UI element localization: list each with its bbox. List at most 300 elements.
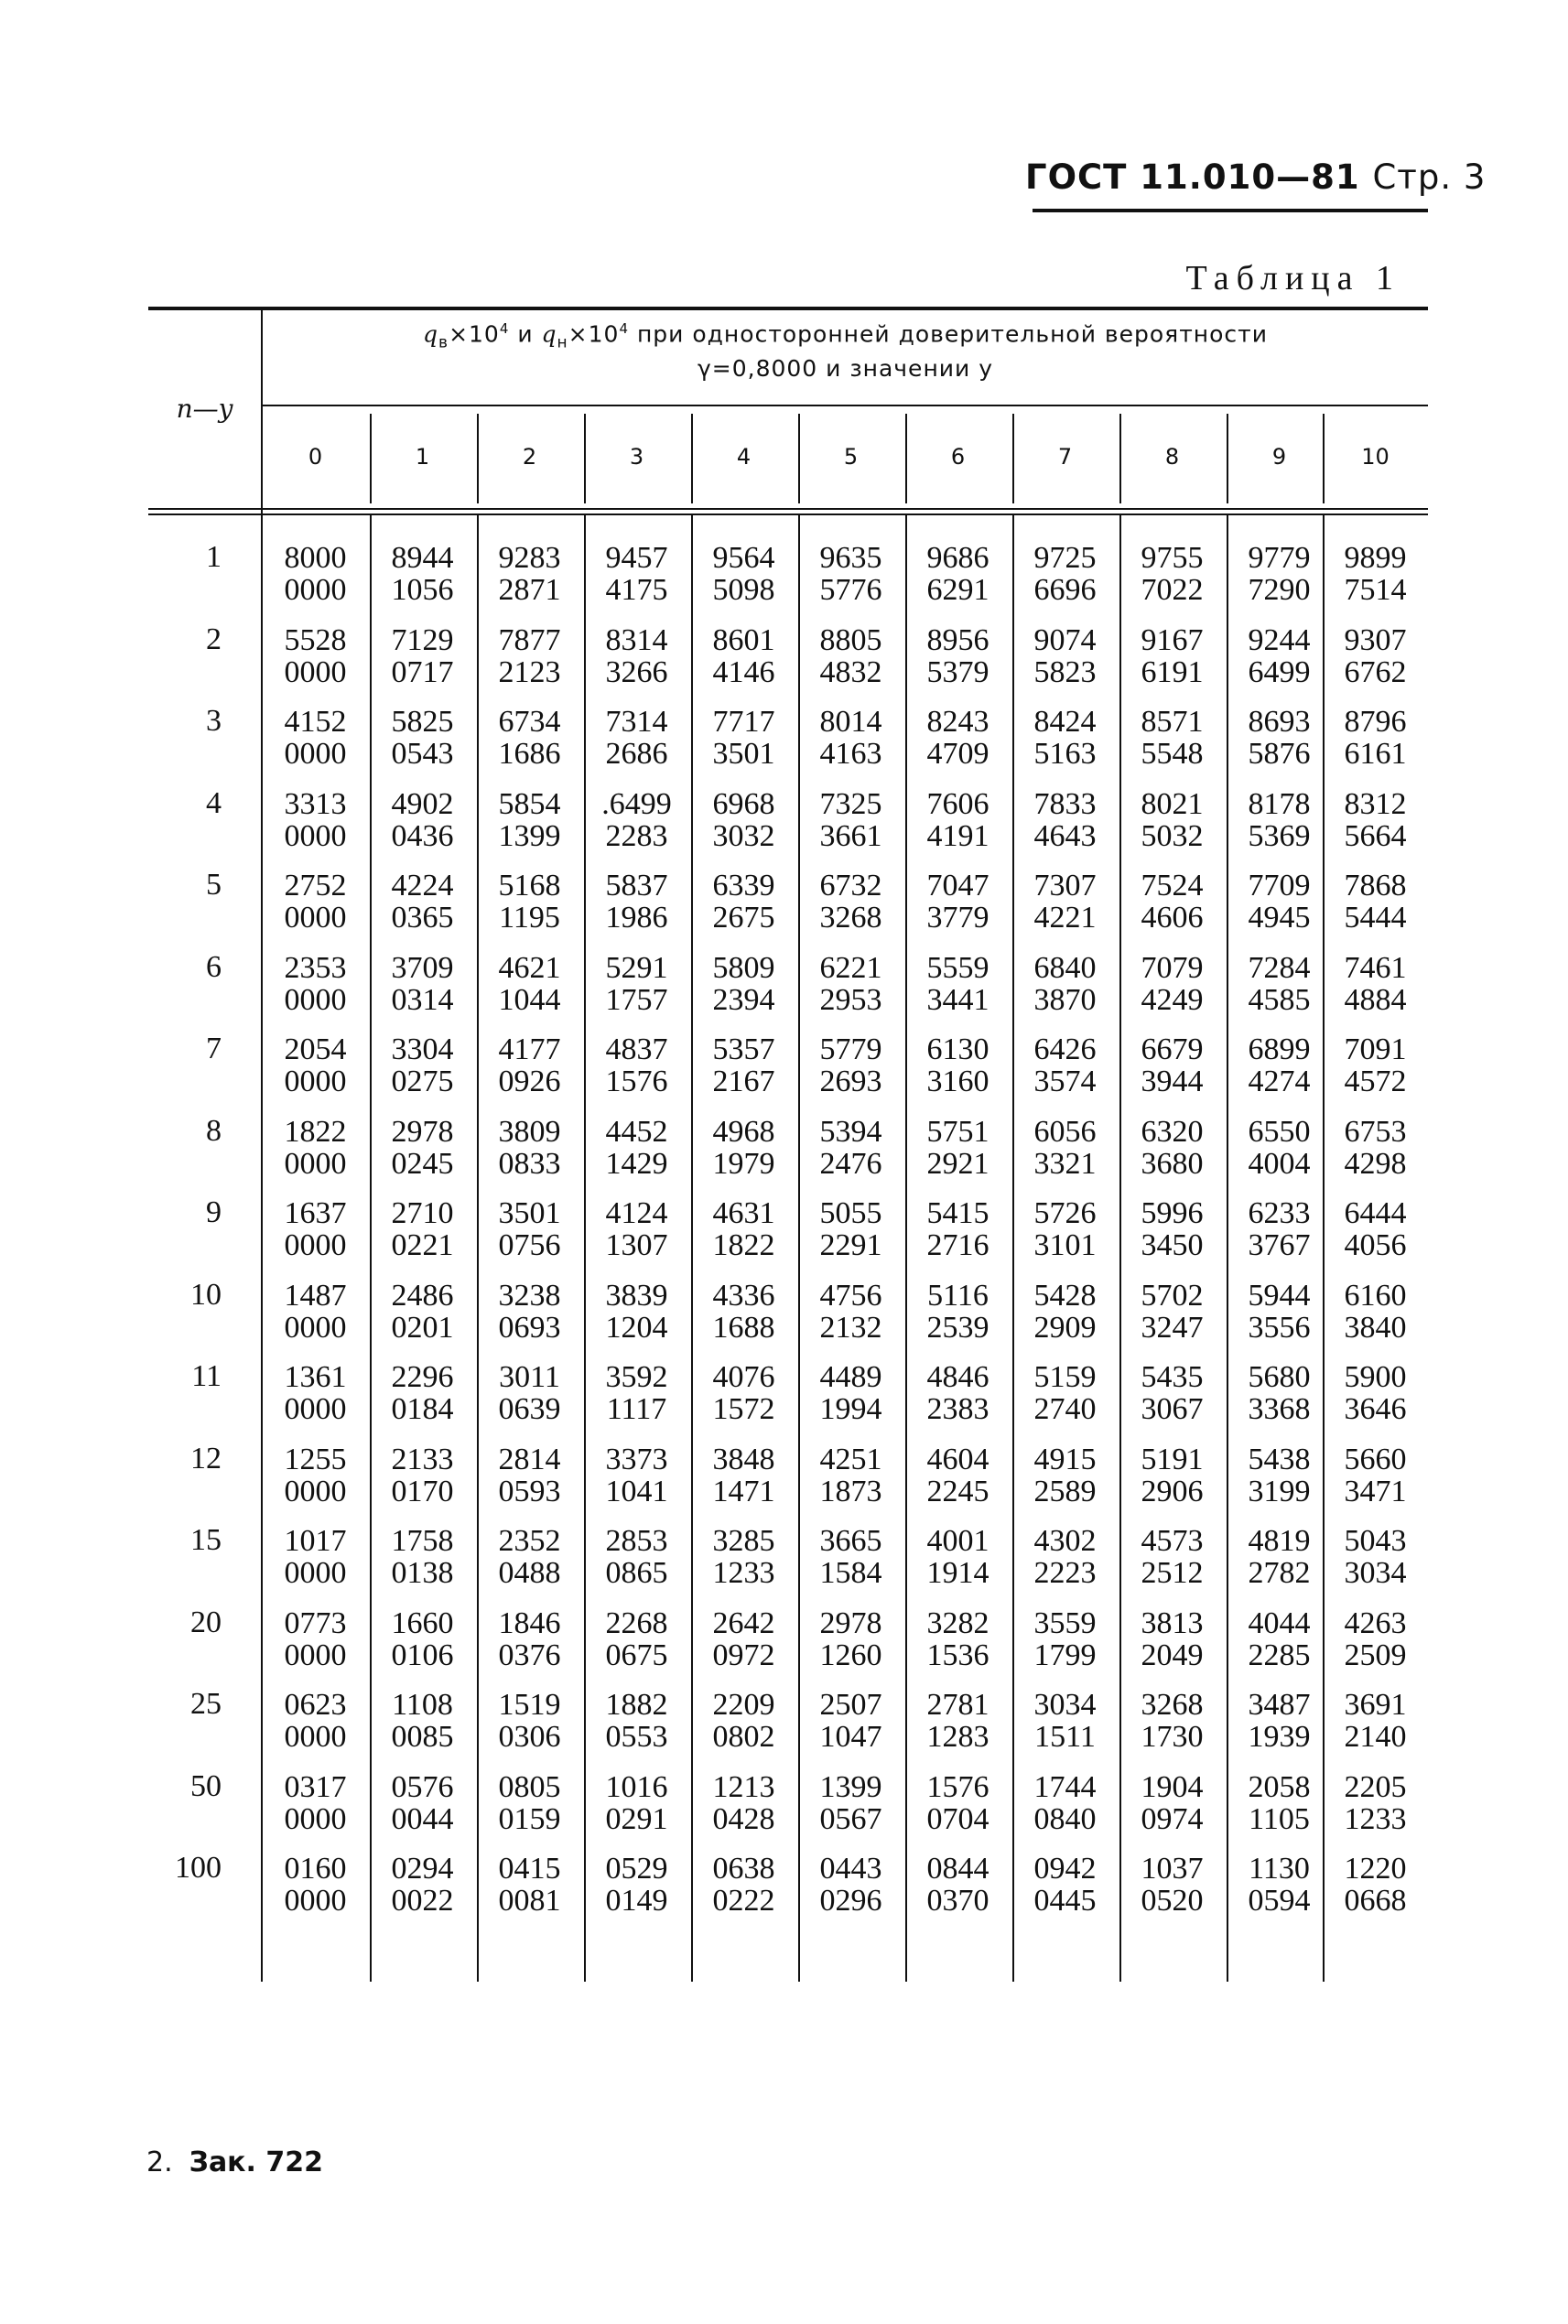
cell-upper: 3709 (391, 951, 454, 985)
cell-upper: 2209 (712, 1688, 775, 1722)
cell-upper: 4621 (498, 951, 561, 985)
cell-lower: 0436 (391, 819, 454, 853)
cell-upper: 8312 (1344, 787, 1407, 821)
cell-lower: 2123 (498, 655, 561, 689)
cell-lower: 4643 (1033, 819, 1097, 853)
cell-lower: 0428 (712, 1802, 775, 1836)
cell-upper: 3487 (1248, 1688, 1311, 1722)
cell-upper: 5291 (605, 951, 668, 985)
cell-upper: 5168 (498, 869, 561, 903)
cell-upper: 5726 (1033, 1196, 1097, 1230)
cell-upper: 2978 (819, 1606, 882, 1640)
cell-lower: 1233 (1344, 1802, 1407, 1836)
cell-lower: 0000 (284, 1556, 347, 1590)
cell-lower: 0138 (391, 1556, 454, 1590)
cell-lower: 2539 (926, 1311, 989, 1345)
cell-lower: 0840 (1033, 1802, 1097, 1836)
cell-upper: 4573 (1141, 1524, 1204, 1558)
cell-lower: 1584 (819, 1556, 882, 1590)
cell-lower: 2476 (819, 1147, 882, 1181)
cell-upper: 5900 (1344, 1360, 1407, 1394)
cell-upper: 9244 (1248, 623, 1311, 657)
cell-upper: 6840 (1033, 951, 1097, 985)
cell-lower: 5548 (1141, 737, 1204, 771)
cell-upper: 7284 (1248, 951, 1311, 985)
cell-upper: 7717 (712, 705, 775, 739)
cell-lower: 5098 (712, 573, 775, 607)
cell-lower: 7022 (1141, 573, 1204, 607)
cell-lower: 0000 (284, 1638, 347, 1672)
cell-upper: 4489 (819, 1360, 882, 1394)
cell-upper: 1037 (1141, 1852, 1204, 1886)
cell-upper: 0317 (284, 1770, 347, 1804)
cell-upper: 1399 (819, 1770, 882, 1804)
cell-lower: 4945 (1248, 901, 1311, 935)
cell-lower: 0833 (498, 1147, 561, 1181)
row-label: 2 (206, 622, 222, 656)
cell-upper: 1255 (284, 1443, 347, 1476)
cell-upper: 6056 (1033, 1115, 1097, 1149)
cell-lower: 3160 (926, 1065, 989, 1098)
cell-lower: 2921 (926, 1147, 989, 1181)
cell-upper: 2353 (284, 951, 347, 985)
cell-lower: 2686 (605, 737, 668, 771)
cell-lower: 2740 (1033, 1392, 1097, 1426)
cell-upper: 1017 (284, 1524, 347, 1558)
cell-upper: 2205 (1344, 1770, 1407, 1804)
cell-lower: 2953 (819, 983, 882, 1017)
cell-upper: 6679 (1141, 1032, 1204, 1066)
cell-upper: 4452 (605, 1115, 668, 1149)
cell-upper: 7833 (1033, 787, 1097, 821)
cell-lower: 3101 (1033, 1228, 1097, 1262)
cell-upper: .6499 (601, 787, 672, 821)
cell-upper: 0576 (391, 1770, 454, 1804)
cell-lower: 5369 (1248, 819, 1311, 853)
table-caption: Таблица 1 (1185, 259, 1400, 297)
cell-lower: 0376 (498, 1638, 561, 1672)
cell-upper: 8796 (1344, 705, 1407, 739)
cell-upper: 8571 (1141, 705, 1204, 739)
cell-lower: 1047 (819, 1720, 882, 1754)
cell-upper: 2486 (391, 1279, 454, 1313)
cell-lower: 0000 (284, 901, 347, 935)
cell-lower: 0245 (391, 1147, 454, 1181)
cell-lower: 5664 (1344, 819, 1407, 853)
cell-lower: 0000 (284, 1720, 347, 1754)
cell-lower: 0520 (1141, 1884, 1204, 1918)
cell-upper: 6444 (1344, 1196, 1407, 1230)
cell-lower: 6291 (926, 573, 989, 607)
cell-upper: 1361 (284, 1360, 347, 1394)
cell-lower: 1056 (391, 573, 454, 607)
cell-lower: 5032 (1141, 819, 1204, 853)
cell-lower: 0639 (498, 1392, 561, 1426)
cell-upper: 1758 (391, 1524, 454, 1558)
cell-lower: 3368 (1248, 1392, 1311, 1426)
cell-upper: 9725 (1033, 541, 1097, 575)
cell-upper: 8944 (391, 541, 454, 575)
cell-lower: 1572 (712, 1392, 775, 1426)
cell-upper: 5357 (712, 1032, 775, 1066)
cell-upper: 5751 (926, 1115, 989, 1149)
cell-lower: 0000 (284, 1392, 347, 1426)
cell-lower: 2675 (712, 901, 775, 935)
cell-lower: 0593 (498, 1475, 561, 1508)
cell-lower: 0000 (284, 1147, 347, 1181)
cell-lower: 4163 (819, 737, 882, 771)
cell-lower: 4274 (1248, 1065, 1311, 1098)
cell-lower: 1757 (605, 983, 668, 1017)
row-label: 25 (190, 1687, 222, 1721)
row-label: 4 (206, 786, 222, 820)
cell-lower: 5776 (819, 573, 882, 607)
column-header: 1 (415, 444, 430, 470)
cell-lower: 2906 (1141, 1475, 1204, 1508)
table-top-rule (148, 307, 1428, 310)
cell-upper: 2133 (391, 1443, 454, 1476)
qv-power: 4 (499, 320, 510, 337)
cell-lower: 1117 (606, 1392, 667, 1426)
cell-lower: 0000 (284, 1884, 347, 1918)
cell-upper: 0529 (605, 1852, 668, 1886)
cell-lower: 4249 (1141, 983, 1204, 1017)
cell-lower: 4884 (1344, 983, 1407, 1017)
header-bottom-rule-2 (148, 513, 1428, 515)
cell-upper: 7314 (605, 705, 668, 739)
cell-lower: 4191 (926, 819, 989, 853)
cell-upper: 5116 (927, 1279, 989, 1313)
cell-lower: 2716 (926, 1228, 989, 1262)
cell-upper: 1213 (712, 1770, 775, 1804)
cell-lower: 0000 (284, 1065, 347, 1098)
cell-upper: 7307 (1033, 869, 1097, 903)
cell-upper: 6968 (712, 787, 775, 821)
cell-lower: 0553 (605, 1720, 668, 1754)
cell-upper: 3839 (605, 1279, 668, 1313)
cell-upper: 9074 (1033, 623, 1097, 657)
cell-upper: 5660 (1344, 1443, 1407, 1476)
cell-upper: 6734 (498, 705, 561, 739)
cell-upper: 1637 (284, 1196, 347, 1230)
cell-lower: 4606 (1141, 901, 1204, 935)
cell-upper: 0773 (284, 1606, 347, 1640)
cell-upper: 9899 (1344, 541, 1407, 575)
cell-upper: 3809 (498, 1115, 561, 1149)
qn-power: 4 (619, 320, 629, 337)
cell-upper: 6160 (1344, 1279, 1407, 1313)
cell-upper: 7606 (926, 787, 989, 821)
cell-upper: 8178 (1248, 787, 1311, 821)
page-footer (146, 2146, 323, 2178)
cell-upper: 5702 (1141, 1279, 1204, 1313)
cell-upper: 8314 (605, 623, 668, 657)
sheet-number: 2. (146, 2146, 173, 2178)
cell-lower: 1260 (819, 1638, 882, 1672)
cell-upper: 6550 (1248, 1115, 1311, 1149)
qn-symbol: q (541, 320, 557, 348)
cell-lower: 0291 (605, 1802, 668, 1836)
cell-upper: 1108 (392, 1688, 453, 1722)
cell-upper: 1822 (284, 1115, 347, 1149)
cell-upper: 5055 (819, 1196, 882, 1230)
row-label: 50 (190, 1769, 222, 1803)
cell-lower: 2283 (605, 819, 668, 853)
cell-upper: 5394 (819, 1115, 882, 1149)
cell-upper: 2978 (391, 1115, 454, 1149)
cell-upper: 3501 (498, 1196, 561, 1230)
cell-lower: 4298 (1344, 1147, 1407, 1181)
cell-lower: 2509 (1344, 1638, 1407, 1672)
cell-upper: 3285 (712, 1524, 775, 1558)
cell-upper: 6753 (1344, 1115, 1407, 1149)
cell-upper: 1016 (605, 1770, 668, 1804)
title-rest: при односторонней доверительной вероятности (636, 320, 1268, 348)
cell-lower: 1105 (1249, 1802, 1310, 1836)
cell-lower: 5379 (926, 655, 989, 689)
cell-lower: 1307 (605, 1228, 668, 1262)
cell-upper: 9167 (1141, 623, 1204, 657)
cell-upper: 1130 (1249, 1852, 1310, 1886)
cell-upper: 8014 (819, 705, 882, 739)
cell-lower: 0106 (391, 1638, 454, 1672)
cell-lower: 0488 (498, 1556, 561, 1590)
cell-upper: 2752 (284, 869, 347, 903)
cell-lower: 4585 (1248, 983, 1311, 1017)
cell-upper: 0942 (1033, 1852, 1097, 1886)
cell-lower: 3247 (1141, 1311, 1204, 1345)
cell-lower: 6161 (1344, 737, 1407, 771)
cell-lower: 3321 (1033, 1147, 1097, 1181)
cell-lower: 1822 (712, 1228, 775, 1262)
cell-lower: 0085 (391, 1720, 454, 1754)
cell-lower: 4709 (926, 737, 989, 771)
cell-upper: 3238 (498, 1279, 561, 1313)
cell-upper: 7868 (1344, 869, 1407, 903)
column-header: 8 (1164, 444, 1180, 470)
cell-upper: 4846 (926, 1360, 989, 1394)
cell-lower: 0000 (284, 573, 347, 607)
cell-lower: 3779 (926, 901, 989, 935)
cell-upper: 4152 (284, 705, 347, 739)
cell-upper: 9307 (1344, 623, 1407, 657)
cell-lower: 1799 (1033, 1638, 1097, 1672)
cell-upper: 3268 (1141, 1688, 1204, 1722)
cell-upper: 2781 (926, 1688, 989, 1722)
cell-lower: 0314 (391, 983, 454, 1017)
cell-lower: 0594 (1248, 1884, 1311, 1918)
cell-lower: 0022 (391, 1884, 454, 1918)
cell-lower: 1576 (605, 1065, 668, 1098)
cell-lower: 1536 (926, 1638, 989, 1672)
cell-lower: 6499 (1248, 655, 1311, 689)
row-label: 6 (206, 950, 222, 984)
cell-lower: 3441 (926, 983, 989, 1017)
cell-upper: 7877 (498, 623, 561, 657)
cell-upper: 5996 (1141, 1196, 1204, 1230)
cell-upper: 5809 (712, 951, 775, 985)
cell-upper: 5043 (1344, 1524, 1407, 1558)
qn-multiplier: ×10 (568, 320, 620, 348)
cell-lower: 2693 (819, 1065, 882, 1098)
cell-lower: 3471 (1344, 1475, 1407, 1508)
cell-upper: 0294 (391, 1852, 454, 1886)
cell-upper: 4837 (605, 1032, 668, 1066)
cell-lower: 3032 (712, 819, 775, 853)
cell-upper: 3011 (499, 1360, 560, 1394)
cell-upper: 6899 (1248, 1032, 1311, 1066)
cell-upper: 4177 (498, 1032, 561, 1066)
page-header (1025, 157, 1487, 197)
cell-lower: 0081 (498, 1884, 561, 1918)
cell-lower: 3268 (819, 901, 882, 935)
cell-upper: 6130 (926, 1032, 989, 1066)
cell-upper: 1904 (1141, 1770, 1204, 1804)
cell-upper: 2642 (712, 1606, 775, 1640)
cell-upper: 3691 (1344, 1688, 1407, 1722)
cell-upper: 8424 (1033, 705, 1097, 739)
qv-multiplier: ×10 (449, 320, 500, 348)
column-header: 7 (1057, 444, 1073, 470)
cell-lower: 0296 (819, 1884, 882, 1918)
column-header: 3 (629, 444, 644, 470)
cell-upper: 4915 (1033, 1443, 1097, 1476)
cell-upper: 0160 (284, 1852, 347, 1886)
cell-lower: 1195 (499, 901, 560, 935)
cell-upper: 0623 (284, 1688, 347, 1722)
cell-lower: 6696 (1033, 573, 1097, 607)
title-conjunction: и (517, 320, 534, 348)
cell-lower: 2512 (1141, 1556, 1204, 1590)
cell-lower: 0149 (605, 1884, 668, 1918)
cell-upper: 5779 (819, 1032, 882, 1066)
column-header: 6 (950, 444, 966, 470)
cell-upper: 1576 (926, 1770, 989, 1804)
cell-upper: 3559 (1033, 1606, 1097, 1640)
cell-upper: 2352 (498, 1524, 561, 1558)
cell-lower: 4572 (1344, 1065, 1407, 1098)
row-label: 8 (206, 1114, 222, 1148)
cell-lower: 1044 (498, 983, 561, 1017)
cell-lower: 3556 (1248, 1311, 1311, 1345)
cell-upper: 2507 (819, 1688, 882, 1722)
order-number: Зак. 722 (189, 2146, 324, 2178)
cell-upper: 3813 (1141, 1606, 1204, 1640)
cell-upper: 6320 (1141, 1115, 1204, 1149)
cell-upper: 2814 (498, 1443, 561, 1476)
cell-upper: 7047 (926, 869, 989, 903)
cell-upper: 5825 (391, 705, 454, 739)
cell-lower: 2140 (1344, 1720, 1407, 1754)
cell-upper: 5837 (605, 869, 668, 903)
cell-lower: 1994 (819, 1392, 882, 1426)
cell-lower: 0184 (391, 1392, 454, 1426)
cell-upper: 2710 (391, 1196, 454, 1230)
cell-lower: 0000 (284, 1802, 347, 1836)
cell-lower: 0693 (498, 1311, 561, 1345)
cell-lower: 0000 (284, 1475, 347, 1508)
cell-upper: 4302 (1033, 1524, 1097, 1558)
cell-upper: 1519 (498, 1688, 561, 1722)
cell-lower: 0306 (498, 1720, 561, 1754)
cell-lower: 3199 (1248, 1475, 1311, 1508)
cell-lower: 3870 (1033, 983, 1097, 1017)
cell-upper: 9755 (1141, 541, 1204, 575)
cell-upper: 4336 (712, 1279, 775, 1313)
cell-upper: 5680 (1248, 1360, 1311, 1394)
cell-upper: 3034 (1033, 1688, 1097, 1722)
cell-upper: 9635 (819, 541, 882, 575)
cell-lower: 3646 (1344, 1392, 1407, 1426)
cell-upper: 1220 (1344, 1852, 1407, 1886)
cell-upper: 4902 (391, 787, 454, 821)
cell-lower: 5823 (1033, 655, 1097, 689)
row-label: 10 (190, 1278, 222, 1312)
cell-lower: 2589 (1033, 1475, 1097, 1508)
cell-upper: 0844 (926, 1852, 989, 1886)
cell-lower: 1471 (712, 1475, 775, 1508)
cell-upper: 7325 (819, 787, 882, 821)
cell-lower: 4056 (1344, 1228, 1407, 1262)
cell-lower: 5163 (1033, 737, 1097, 771)
cell-lower: 7290 (1248, 573, 1311, 607)
cell-upper: 7524 (1141, 869, 1204, 903)
cell-upper: 7709 (1248, 869, 1311, 903)
cell-lower: 0717 (391, 655, 454, 689)
row-label: 7 (206, 1032, 222, 1065)
title-underline (263, 405, 1428, 406)
cell-upper: 4076 (712, 1360, 775, 1394)
cell-lower: 3767 (1248, 1228, 1311, 1262)
cell-upper: 7129 (391, 623, 454, 657)
column-header: 5 (843, 444, 859, 470)
cell-lower: 0044 (391, 1802, 454, 1836)
cell-lower: 0370 (926, 1884, 989, 1918)
cell-lower: 7514 (1344, 573, 1407, 607)
cell-upper: 4124 (605, 1196, 668, 1230)
row-label: 11 (191, 1359, 222, 1393)
cell-upper: 3373 (605, 1443, 668, 1476)
cell-upper: 5159 (1033, 1360, 1097, 1394)
column-header: 10 (1361, 444, 1390, 470)
cell-lower: 3840 (1344, 1311, 1407, 1345)
cell-upper: 9564 (712, 541, 775, 575)
cell-lower: 2871 (498, 573, 561, 607)
cell-lower: 3266 (605, 655, 668, 689)
cell-lower: 1429 (605, 1147, 668, 1181)
cell-lower: 2782 (1248, 1556, 1311, 1590)
page-number: Стр. 3 (1372, 157, 1487, 197)
cell-lower: 3680 (1141, 1147, 1204, 1181)
cell-upper: 6233 (1248, 1196, 1311, 1230)
cell-lower: 1979 (712, 1147, 775, 1181)
cell-upper: 5559 (926, 951, 989, 985)
row-label: 1 (206, 540, 222, 574)
cell-upper: 2296 (391, 1360, 454, 1394)
cell-lower: 2394 (712, 983, 775, 1017)
cell-upper: 2268 (605, 1606, 668, 1640)
cell-upper: 4251 (819, 1443, 882, 1476)
cell-lower: 1688 (712, 1311, 775, 1345)
cell-lower: 4146 (712, 655, 775, 689)
cell-upper: 8693 (1248, 705, 1311, 739)
cell-lower: 3944 (1141, 1065, 1204, 1098)
cell-upper: 1487 (284, 1279, 347, 1313)
cell-lower: 0567 (819, 1802, 882, 1836)
cell-upper: 4001 (926, 1524, 989, 1558)
column-header: 4 (736, 444, 752, 470)
cell-upper: 9779 (1248, 541, 1311, 575)
